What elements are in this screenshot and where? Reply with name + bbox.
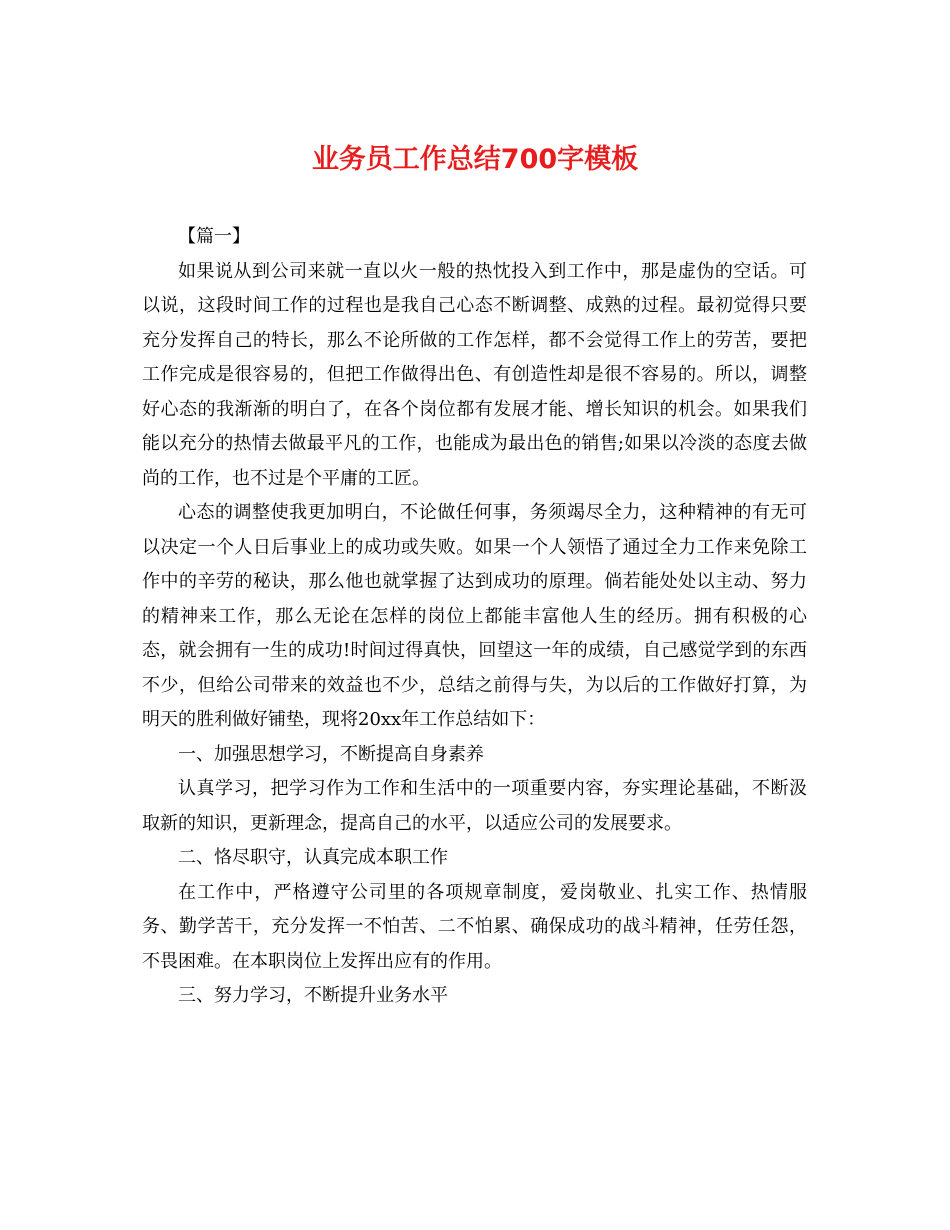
paragraph-4: 在工作中，严格遵守公司里的各项规章制度，爱岗敬业、扎实工作、热情服务、勤学苦干，充分发挥一不怕苦、二不怕累、确保成功的战斗精神，任劳任怨，不畏困难。在本职岗位上发挥出应有的作用。 [142, 881, 807, 972]
paragraph-1: 如果说从到公司来就一直以火一般的热忱投入到工作中，那是虚伪的空话。可以说，这段时间工作的过程也是我自己心态不断调整、成熟的过程。最初觉得只要充分发挥自己的特长，那么不论所做的工作怎样，都不会觉得工作上的劳苦，要把工作完成是很容易的，但把工作做得出色、有创造性却是很不容易的。所以，调整好心态的我渐渐的明白了，在各个岗位都有发展才能、增长知识的机会。如果我们能以充分的热情去做最平凡的工作，也能成为最出色的销售;如果以冷淡的态度去做尚的工作，也不过是个平庸的工匠。 [142, 260, 807, 489]
section-tag: 【篇一】 [178, 226, 250, 247]
section-heading-2: 二、恪尽职守，认真完成本职工作 [178, 847, 448, 868]
document-body [142, 220, 807, 1014]
section-heading-3: 三、努力学习，不断提升业务水平 [178, 985, 448, 1006]
paragraph-2: 心态的调整使我更加明白，不论做任何事，务须竭尽全力，这种精神的有无可以决定一个人日后事业上的成功或失败。如果一个人领悟了通过全力工作来免除工作中的辛劳的秘诀，那么他也就掌握了达到成功的原理。倘若能处处以主动、努力的精神来工作，那么无论在怎样的岗位上都能丰富他人生的经历。拥有积极的心态，就会拥有一生的成功!时间过得真快，回望这一年的成绩，自己感觉学到的东西不少，但给公司带来的效益也不少，总结之前得与失，为以后的工作做好打算，为明天的胜利做好铺垫，现将20xx年工作总结如下： [142, 502, 807, 730]
paragraph-3: 认真学习，把学习作为工作和生活中的一项重要内容，夯实理论基础，不断汲取新的知识，更新理念，提高自己的水平，以适应公司的发展要求。 [142, 778, 807, 834]
document-title: 业务员工作总结700字模板 [311, 144, 639, 175]
section-heading-1: 一、加强思想学习，不断提高自身素养 [178, 743, 484, 765]
